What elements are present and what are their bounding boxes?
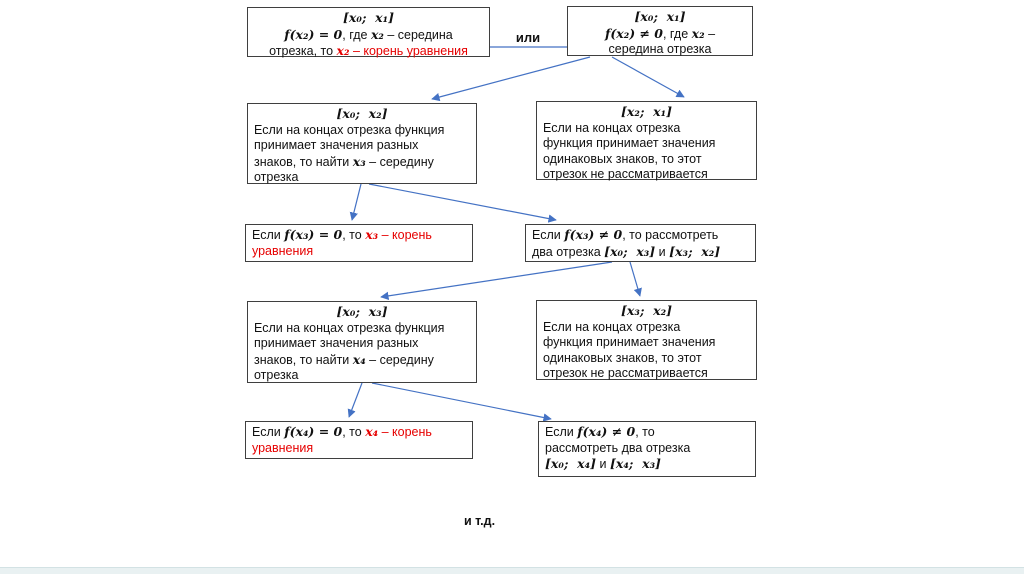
- text-segment: Если: [545, 425, 578, 439]
- text-segment: Если на концах отрезка: [543, 319, 681, 334]
- math-segment: f(x₂) = 0: [284, 26, 343, 42]
- math-segment: x₂: [336, 43, 350, 58]
- connector-c-to-f: [369, 184, 556, 220]
- text-line: [543, 121, 750, 137]
- text-line: [543, 366, 750, 382]
- text-line: [252, 424, 466, 441]
- flow-box-f4-zero: [245, 421, 473, 459]
- flow-box-interval-x0-x3: [247, 301, 477, 383]
- text-segment: Если: [252, 228, 285, 242]
- math-segment: x₂: [691, 25, 705, 41]
- text-segment: уравнения: [252, 440, 314, 455]
- text-line: [254, 27, 483, 44]
- math-segment: f(x₄) ≠ 0: [577, 424, 636, 439]
- text-line: [252, 441, 466, 457]
- text-line: [543, 136, 750, 152]
- math-segment: [x₂; x₁]: [620, 104, 672, 119]
- text-line: [252, 244, 466, 260]
- text-segment: отрезка: [254, 170, 299, 184]
- text-segment: и: [655, 244, 670, 259]
- text-segment: одинаковых знаков, то этот: [543, 151, 702, 166]
- text-line: [543, 303, 750, 320]
- connector-g-to-j: [372, 383, 551, 419]
- text-line: [254, 368, 470, 384]
- text-line: [252, 227, 466, 244]
- text-segment: отрезка: [254, 368, 299, 382]
- text-line: [254, 123, 470, 139]
- text-segment: – корень: [378, 425, 432, 439]
- math-segment: x₄: [365, 424, 379, 439]
- text-segment: Если: [532, 228, 565, 242]
- text-segment: – корень уравнения: [349, 44, 468, 58]
- connector-b-to-c: [432, 57, 590, 99]
- text-segment: и: [596, 457, 610, 471]
- text-segment: принимает значения разных: [254, 336, 419, 350]
- math-segment: [x₀; x₄]: [545, 456, 597, 471]
- math-segment: x₂: [370, 26, 384, 42]
- text-line: [543, 104, 750, 121]
- text-segment: два отрезка: [532, 244, 605, 259]
- math-segment: f(x₂) ≠ 0: [604, 25, 663, 41]
- text-segment: знаков, то найти: [254, 352, 353, 367]
- flow-box-f2-zero: [247, 7, 490, 57]
- text-segment: принимает значения разных: [254, 138, 419, 152]
- math-segment: [x₀; x₂]: [336, 106, 388, 121]
- connector-f-to-h: [630, 262, 640, 296]
- text-segment: уравнения: [252, 243, 314, 258]
- connector-b-to-d: [612, 57, 684, 97]
- text-line: [543, 351, 750, 367]
- flow-box-f3-nonzero: [525, 224, 756, 262]
- text-segment: функция принимает значения: [543, 136, 716, 150]
- text-segment: Если на концах отрезка функция: [254, 320, 445, 335]
- text-line: [543, 320, 750, 336]
- text-segment: – середину: [365, 154, 434, 169]
- text-line: [254, 352, 470, 369]
- text-line: [254, 43, 483, 60]
- text-line: [532, 227, 749, 244]
- text-segment: , где: [662, 26, 692, 41]
- connector-g-to-i: [349, 383, 362, 417]
- math-segment: [x₄; x₃]: [609, 456, 661, 471]
- text-line: [254, 170, 470, 186]
- text-segment: отрезок не рассматривается: [543, 167, 708, 181]
- text-line: [543, 335, 750, 351]
- text-segment: рассмотреть два отрезка: [545, 440, 691, 455]
- connector-c-to-e: [352, 184, 361, 220]
- text-segment: Если на концах отрезка функция: [254, 122, 445, 137]
- text-segment: знаков, то найти: [254, 154, 353, 169]
- text-segment: – корень: [378, 228, 432, 242]
- text-segment: отрезок не рассматривается: [543, 366, 708, 380]
- text-line: [574, 9, 746, 26]
- text-segment: Если: [252, 425, 285, 439]
- text-line: [254, 304, 470, 321]
- math-segment: [x₀; x₃]: [336, 304, 388, 319]
- flow-box-interval-x3-x2: [536, 300, 757, 380]
- footer-accent-bar: [0, 567, 1024, 574]
- text-segment: , где: [342, 27, 371, 42]
- text-line: [532, 244, 749, 261]
- text-line: [254, 154, 470, 171]
- math-segment: [x₀; x₃]: [604, 243, 656, 259]
- math-segment: [x₀; x₁]: [634, 9, 686, 24]
- text-line: [254, 10, 483, 27]
- text-line: [254, 321, 470, 337]
- flow-box-interval-x2-x1: [536, 101, 757, 180]
- text-line: [254, 106, 470, 123]
- text-segment: середина отрезка: [608, 42, 712, 56]
- math-segment: [x₃; x₂]: [669, 243, 721, 259]
- text-segment: , то: [342, 228, 366, 242]
- text-line: [574, 26, 746, 43]
- math-segment: f(x₃) ≠ 0: [564, 227, 623, 242]
- math-segment: f(x₄) = 0: [284, 424, 343, 439]
- text-line: [574, 42, 746, 58]
- text-segment: отрезка, то: [269, 44, 337, 58]
- text-segment: , то: [342, 425, 366, 439]
- math-segment: f(x₃) = 0: [284, 227, 343, 242]
- text-line: [254, 336, 470, 352]
- text-segment: одинаковых знаков, то этот: [543, 350, 702, 365]
- text-segment: , то рассмотреть: [622, 228, 719, 242]
- text-line: [543, 152, 750, 168]
- flow-box-interval-x0-x2: [247, 103, 477, 184]
- text-segment: – середину: [365, 352, 434, 367]
- math-segment: x₄: [352, 351, 366, 367]
- text-line: [254, 138, 470, 154]
- flow-box-f3-zero: [245, 224, 473, 262]
- etc-label: и т.д.: [464, 514, 496, 528]
- or-label: или: [515, 30, 541, 45]
- math-segment: [x₀; x₁]: [342, 10, 394, 25]
- math-segment: x₃: [352, 153, 366, 169]
- flow-box-f2-nonzero: [567, 6, 753, 56]
- text-line: [545, 441, 749, 457]
- connector-f-to-g: [381, 262, 612, 297]
- text-line: [543, 167, 750, 183]
- text-line: [545, 456, 749, 473]
- text-segment: , то: [635, 425, 655, 439]
- text-line: [545, 424, 749, 441]
- flow-box-f4-nonzero: [538, 421, 756, 477]
- text-segment: –: [704, 26, 716, 41]
- text-segment: Если на концах отрезка: [543, 120, 681, 135]
- text-segment: – середина: [383, 27, 453, 42]
- math-segment: [x₃; x₂]: [620, 303, 672, 318]
- text-segment: функция принимает значения: [543, 335, 716, 349]
- math-segment: x₃: [365, 227, 379, 242]
